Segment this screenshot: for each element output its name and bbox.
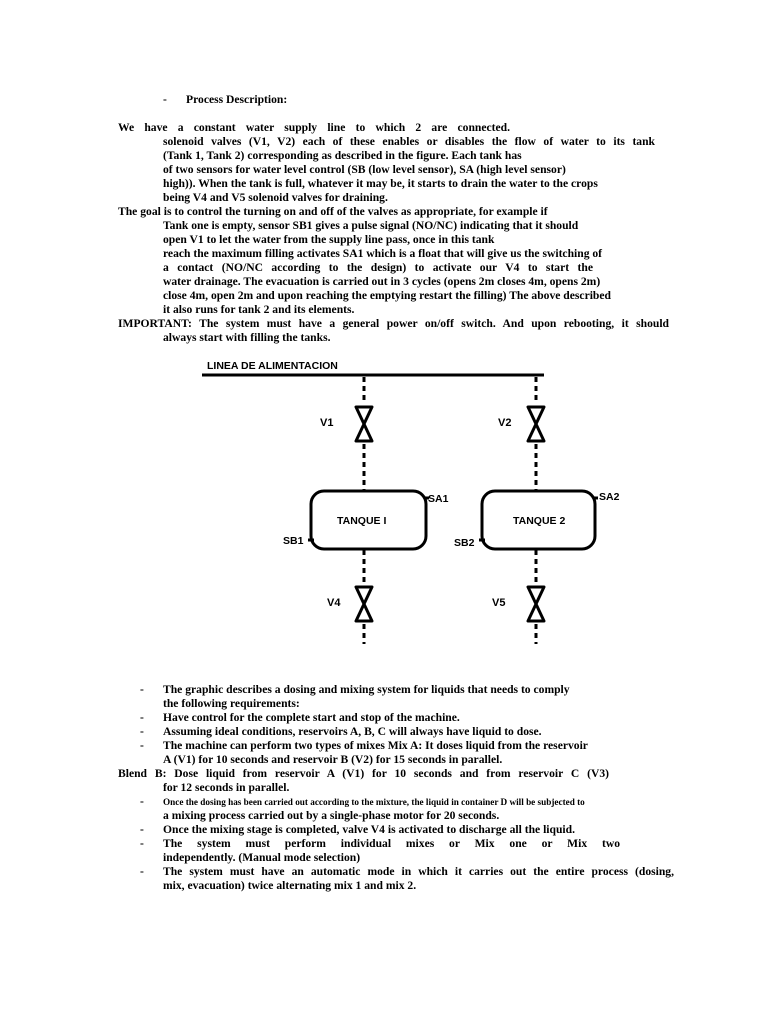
para2-line: a contact (NO/NC according to the design) to activate our V4 to start the — [163, 261, 593, 274]
para2-line: open V1 to let the water from the supply line pass, once in this tank — [163, 233, 495, 246]
para2-line: close 4m, open 2m and upon reaching the emptying restart the filling) The above described — [163, 289, 611, 302]
para1-line: of two sensors for water level control (SB (low level sensor), SA (high level sensor) — [163, 163, 566, 176]
list-item: Assuming ideal conditions, reservoirs A, B, C will always have liquid to dose. — [163, 725, 542, 738]
list-bullet: - — [140, 711, 144, 724]
para1-line: high)). When the tank is full, whatever it may be, it starts to drain the water to the crops — [163, 177, 598, 190]
list-item: Once the dosing has been carried out according to the mixture, the liquid in container D will be subjected to — [163, 797, 585, 807]
para1-line: solenoid valves (V1, V2) each of these enables or disables the flow of water to its tank — [163, 135, 655, 148]
list-item-continuation: mix, evacuation) twice alternating mix 1 and mix 2. — [163, 879, 417, 892]
supply-line-label: LINEA DE ALIMENTACION — [207, 360, 338, 372]
para2-line: reach the maximum filling activates SA1 which is a float that will give us the switching of — [163, 247, 603, 260]
valve-v1-label: V1 — [320, 417, 334, 429]
list-item-continuation: the following requirements: — [163, 697, 300, 710]
list-item: Once the mixing stage is completed, valve V4 is activated to discharge all the liquid. — [163, 823, 575, 836]
list-item: Have control for the complete start and stop of the machine. — [163, 711, 460, 724]
tank-1-label: TANQUE I — [337, 515, 387, 527]
list-bullet: - — [140, 837, 144, 850]
para1-line: (Tank 1, Tank 2) corresponding as described in the figure. Each tank has — [163, 149, 522, 162]
valve-v4-icon — [356, 587, 372, 621]
tank-2-label: TANQUE 2 — [513, 515, 566, 527]
blend-b-continuation: for 12 seconds in parallel. — [163, 781, 290, 794]
valve-v1-icon — [356, 407, 372, 441]
valve-v2-icon — [528, 407, 544, 441]
para2-line: water drainage. The evacuation is carried out in 3 cycles (opens 2m closes 4m, opens 2m) — [163, 275, 601, 288]
list-item: The system must perform individual mixes or Mix one or Mix two — [163, 837, 620, 850]
valve-v2-label: V2 — [498, 417, 512, 429]
para1-line: We have a constant water supply line to which 2 are connected. — [118, 121, 510, 134]
sensor-sa1-label: SA1 — [428, 493, 449, 505]
para2-line: it also runs for tank 2 and its elements. — [163, 303, 355, 316]
list-item: The graphic describes a dosing and mixing system for liquids that needs to comply — [163, 683, 570, 696]
heading-title: Process Description: — [186, 93, 288, 106]
valve-v4-label: V4 — [327, 597, 341, 609]
sensor-sb2-label: SB2 — [454, 537, 475, 549]
list-bullet: - — [140, 865, 144, 878]
sensor-sb1-label: SB1 — [283, 535, 304, 547]
valve-tank-diagram — [196, 352, 626, 652]
valve-v5-label: V5 — [492, 597, 506, 609]
list-bullet: - — [140, 683, 144, 696]
list-item-continuation: a mixing process carried out by a single-phase motor for 20 seconds. — [163, 809, 500, 822]
sensor-sa2-label: SA2 — [599, 491, 620, 503]
list-bullet: - — [140, 795, 144, 808]
blend-b-line: Blend B: Dose liquid from reservoir A (V1) for 10 seconds and from reservoir C (V3) — [118, 767, 609, 780]
list-item-continuation: independently. (Manual mode selection) — [163, 851, 361, 864]
list-item: The machine can perform two types of mixes Mix A: It doses liquid from the reservoir — [163, 739, 588, 752]
valve-v5-icon — [528, 587, 544, 621]
para2-line: Tank one is empty, sensor SB1 gives a pulse signal (NO/NC) indicating that it should — [163, 219, 579, 232]
important-line: always start with filling the tanks. — [163, 331, 331, 344]
heading-bullet: - — [163, 93, 167, 106]
para2-line: The goal is to control the turning on and off of the valves as appropriate, for example if — [118, 205, 548, 218]
para1-line: being V4 and V5 solenoid valves for draining. — [163, 191, 388, 204]
important-line: IMPORTANT: The system must have a general power on/off switch. And upon rebooting, it should — [118, 317, 669, 330]
list-bullet: - — [140, 739, 144, 752]
list-bullet: - — [140, 823, 144, 836]
list-bullet: - — [140, 725, 144, 738]
list-item: The system must have an automatic mode in which it carries out the entire process (dosing, — [163, 865, 674, 878]
list-item-continuation: A (V1) for 10 seconds and reservoir B (V2) for 15 seconds in parallel. — [163, 753, 503, 766]
